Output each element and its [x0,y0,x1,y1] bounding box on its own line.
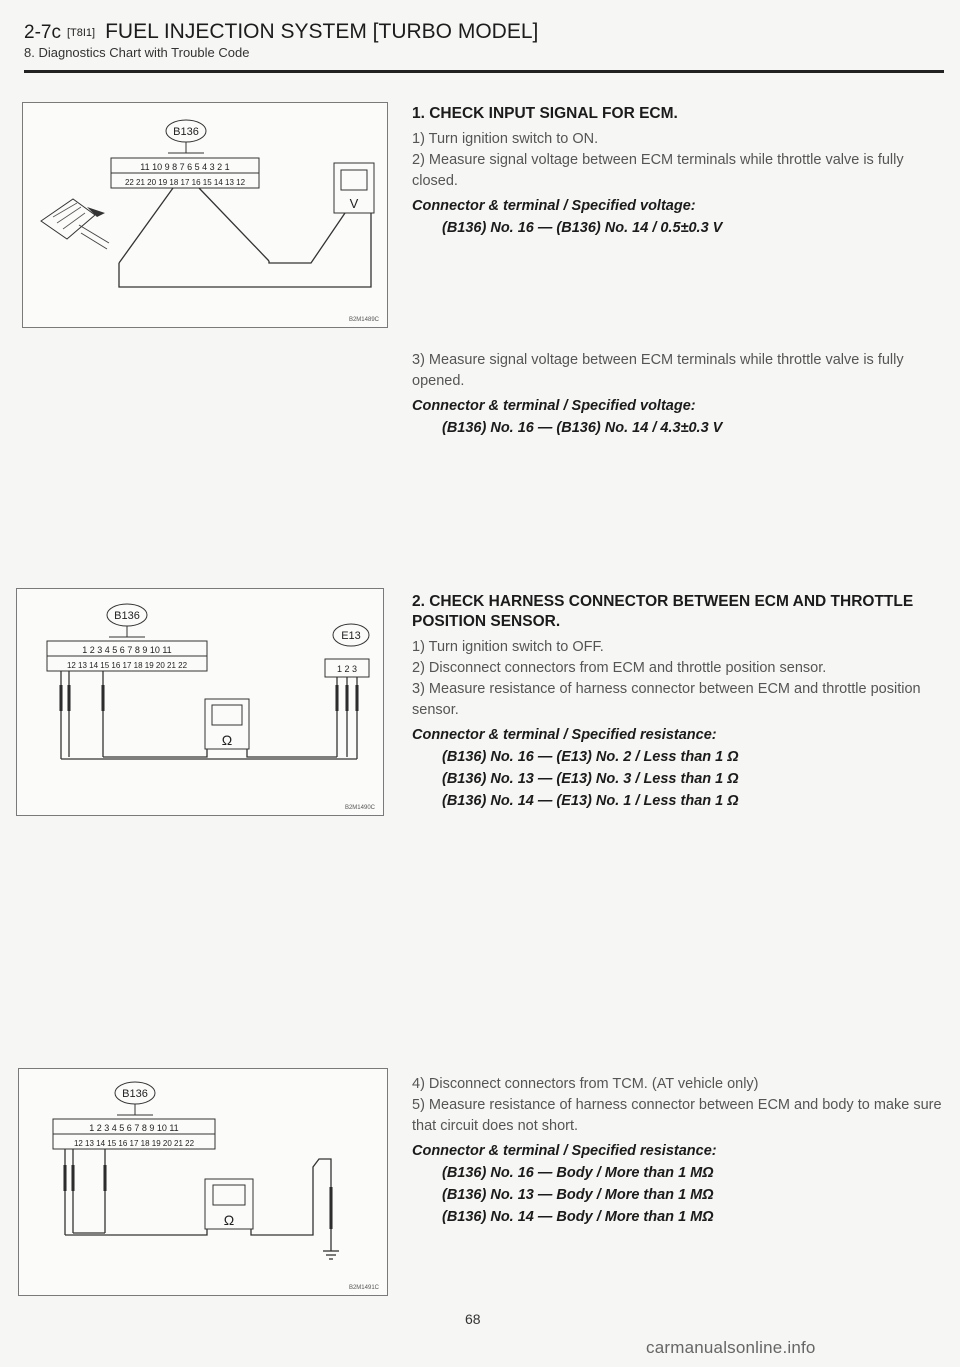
header-title: FUEL INJECTION SYSTEM [TURBO MODEL] [105,20,539,43]
figure-3-diagram [19,1069,387,1295]
step2-block [412,592,942,812]
step1-heading: 1. CHECK INPUT SIGNAL FOR ECM. [412,105,678,122]
figure-short-check [18,1068,388,1296]
figure-id: B2M1489C [348,317,379,323]
section-number: 2-7c [24,22,61,43]
step2-body-value-2: (B136) No. 13 — Body / More than 1 MΩ [442,1187,714,1203]
watermark-link[interactable]: carmanualsonline.info [646,1338,816,1357]
ohmmeter-label: Ω [221,732,233,748]
pins-top: 1 2 3 4 5 6 7 8 9 10 11 [82,645,172,655]
step2-heading: 2. CHECK HARNESS CONNECTOR BETWEEN ECM AND THROTTLE POSITION SENSOR. [412,593,914,630]
model-code: [T8I1] [66,27,96,39]
step2-spec-value-2: (B136) No. 13 — (E13) No. 3 / Less than 1 Ω [442,771,739,787]
step1-instruction-2: 2) Measure signal voltage between ECM terminals while throttle valve is fully closed. [412,152,904,189]
figure-id: B2M1491C [348,1285,379,1291]
connector-label: B136 [173,126,199,138]
header-subtitle: 8. Diagnostics Chart with Trouble Code [24,45,250,60]
step1-block-b [412,350,942,439]
connector2-label: E13 [341,630,361,642]
step2-instruction-5: 5) Measure resistance of harness connector between ECM and body to make sure that circuit does not short. [412,1097,942,1134]
step2-instruction-2: 2) Disconnect connectors from ECM and throttle position sensor. [412,660,827,676]
connector-plug-illustration [41,199,109,249]
step1-spec-value-2: (B136) No. 16 — (B136) No. 14 / 4.3±0.3 V [442,420,723,436]
step1-spec-label-2: Connector & terminal / Specified voltage: [412,398,696,414]
step2-instruction-3: 3) Measure resistance of harness connector between ECM and throttle position sensor. [412,681,921,718]
step1-spec-label: Connector & terminal / Specified voltage: [412,198,696,214]
header-line [24,20,942,45]
connector-label: B136 [114,610,140,622]
figure-1-diagram [23,103,387,327]
pins-top: 11 10 9 8 7 6 5 4 3 2 1 [140,162,230,172]
step2-spec-label: Connector & terminal / Specified resistance: [412,727,717,743]
step2-spec-value-3: (B136) No. 14 — (E13) No. 1 / Less than 1 Ω [442,793,739,809]
ohmmeter-label: Ω [223,1212,235,1228]
step1-spec-value-1: (B136) No. 16 — (B136) No. 14 / 0.5±0.3 V [442,220,723,236]
step2-block-b [412,1074,942,1228]
step2-instruction-4: 4) Disconnect connectors from TCM. (AT vehicle only) [412,1076,759,1092]
header-rule [24,70,944,73]
page-number: 68 [465,1311,481,1327]
pins-bottom: 22 21 20 19 18 17 16 15 14 13 12 [124,178,246,187]
step1-instruction-1: 1) Turn ignition switch to ON. [412,131,599,147]
page-header [24,20,942,61]
step1-instruction-3: 3) Measure signal voltage between ECM terminals while throttle valve is fully opened. [412,352,904,389]
voltmeter-label: V [349,196,359,211]
connector-label: B136 [122,1088,148,1100]
step2-spec-value-1: (B136) No. 16 — (E13) No. 2 / Less than 1 Ω [442,749,739,765]
pins-bottom: 12 13 14 15 16 17 18 19 20 21 22 [73,1139,195,1148]
step2-body-value-3: (B136) No. 14 — Body / More than 1 MΩ [442,1209,714,1225]
figure-id: B2M1490C [344,805,375,811]
step2-spec-label-2: Connector & terminal / Specified resistance: [412,1143,717,1159]
pins-bottom: 12 13 14 15 16 17 18 19 20 21 22 [66,661,188,670]
step2-instruction-1: 1) Turn ignition switch to OFF. [412,639,604,655]
step1-block [412,104,942,239]
figure-voltage-check [22,102,388,328]
figure-harness-check [16,588,384,816]
pins-top: 1 2 3 4 5 6 7 8 9 10 11 [89,1123,179,1133]
pins-e13: 1 2 3 [336,664,358,674]
step2-body-value-1: (B136) No. 16 — Body / More than 1 MΩ [442,1165,714,1181]
figure-2-diagram [17,589,383,815]
